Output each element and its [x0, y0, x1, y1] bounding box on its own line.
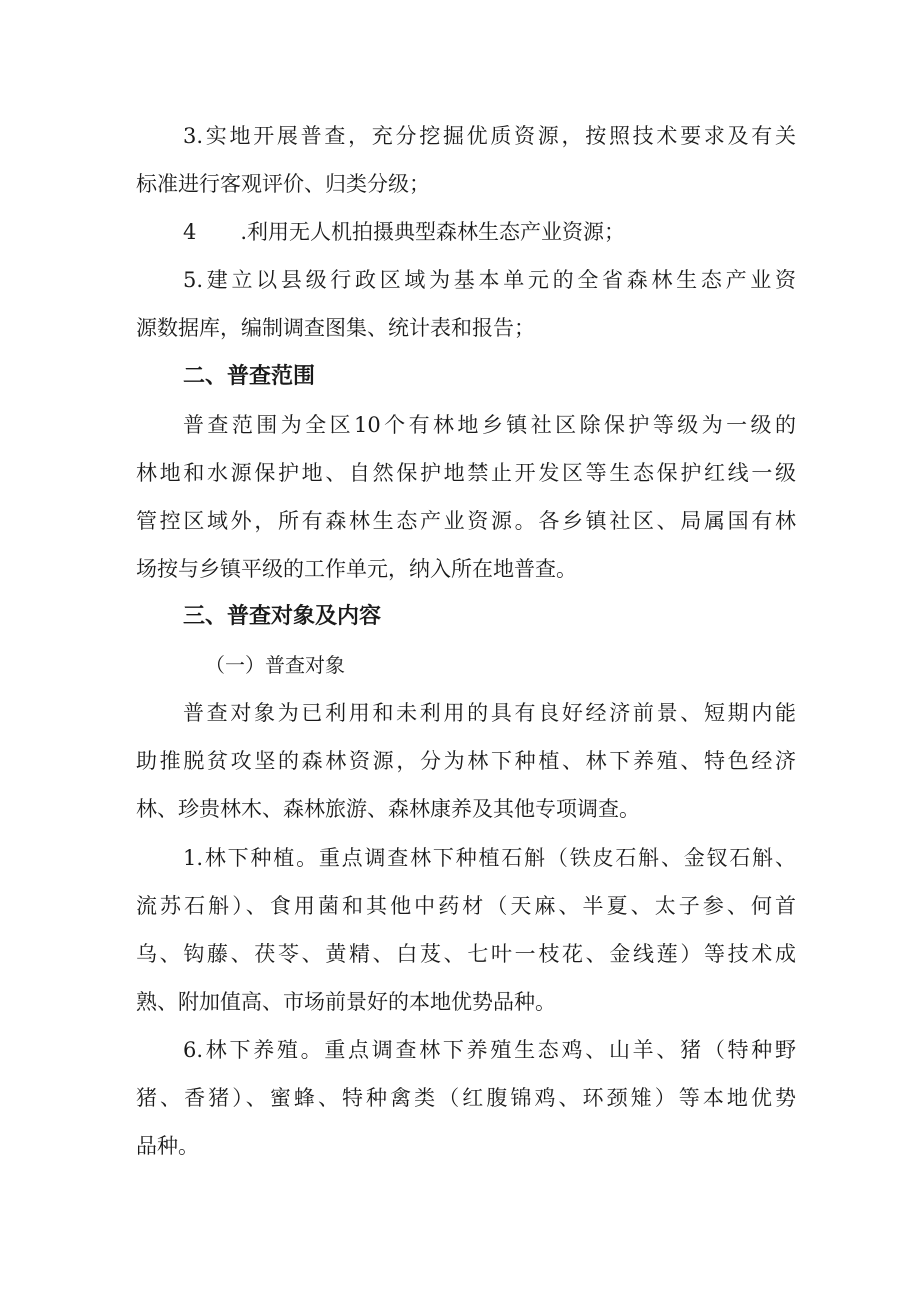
- item-4-text: .利用无人机拍摄典型森林生态产业资源；: [240, 220, 626, 244]
- item-3-text-1: .实地开展普查，充分挖掘优质资源，按照技术要求及有关: [196, 124, 796, 148]
- planting-line-3: 乌、钩藤、茯苓、黄精、白芨、七叶一枝花、金线莲）等技术成: [136, 942, 796, 966]
- item-3-number: 3: [183, 124, 197, 148]
- section-3-intro-line-2: 助推脱贫攻坚的森林资源，分为林下种植、林下养殖、特色经济: [136, 749, 796, 773]
- breeding-line-1: 6.林下养殖。重点调查林下养殖生态鸡、山羊、猪（特种野: [183, 1038, 796, 1062]
- item-4-number: 4: [183, 220, 197, 244]
- section-2-line-4: 场按与乡镇平级的工作单元，纳入所在地普查。: [136, 557, 577, 581]
- section-2-line-3: 管控区域外，所有森林生态产业资源。各乡镇社区、局属国有林: [136, 509, 796, 533]
- breeding-line-3: 品种。: [136, 1134, 199, 1158]
- section-2-line-2: 林地和水源保护地、自然保护地禁止开发区等生态保护红线一级: [136, 461, 796, 485]
- item-3-line-2: 标准进行客观评价、归类分级；: [136, 172, 430, 196]
- section-3-intro-line-1: 普查对象为已利用和未利用的具有良好经济前景、短期内能: [183, 701, 796, 725]
- section-3-intro-line-3: 林、珍贵林木、森林旅游、森林康养及其他专项调查。: [136, 797, 640, 821]
- item-5-number: 5: [183, 268, 197, 292]
- section-2-heading: 二、普查范围: [183, 364, 316, 389]
- planting-line-1: 1.林下种植。重点调查林下种植石斛（铁皮石斛、金钗石斛、: [183, 846, 796, 870]
- section-2-line-1: 普查范围为全区10个有林地乡镇社区除保护等级为一级的: [183, 413, 796, 437]
- section-3-subheading: （一）普查对象: [205, 653, 345, 677]
- item-3-line-1: [183, 121, 796, 151]
- planting-line-2: 流苏石斛）、食用菌和其他中药材（天麻、半夏、太子参、何首: [136, 894, 796, 918]
- section-3-heading: 三、普查对象及内容: [183, 604, 382, 629]
- item-5-text-1: .建立以县级行政区域为基本单元的全省森林生态产业资: [196, 268, 796, 292]
- item-5-line-2: 源数据库，编制调查图集、统计表和报告；: [136, 316, 535, 340]
- planting-line-4: 熟、附加值高、市场前景好的本地优势品种。: [136, 990, 556, 1014]
- item-5-line-1: [183, 265, 796, 295]
- breeding-line-2: 猪、香猪）、蜜蜂、特种禽类（红腹锦鸡、环颈雉）等本地优势: [136, 1086, 796, 1110]
- item-4-line: [183, 217, 796, 247]
